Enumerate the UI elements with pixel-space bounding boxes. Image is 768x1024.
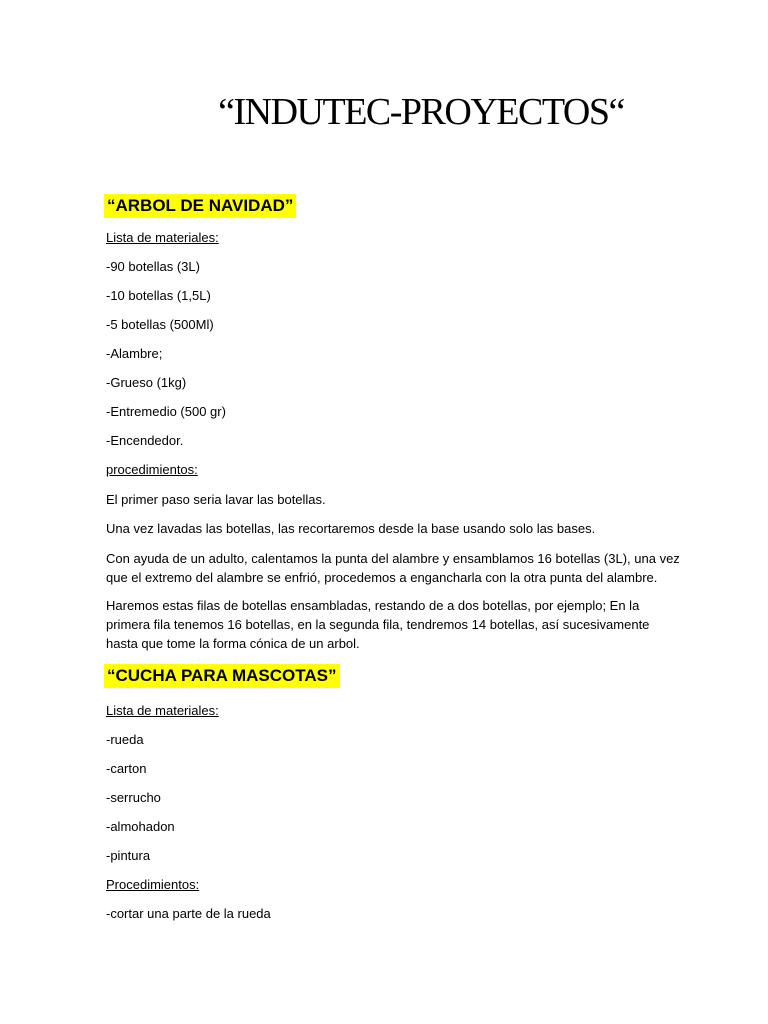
material-item: -carton [106,761,147,776]
paragraph-line: hasta que tome la forma cónica de un arbol. [106,636,360,651]
material-item: -Encendedor. [106,433,184,448]
procedure-label: Procedimientos: [106,877,200,892]
paragraph-line: Una vez lavadas las botellas, las recortaremos desde la base usando solo las bases. [106,521,596,536]
material-item: -rueda [106,732,144,747]
material-item: -serrucho [106,790,161,805]
material-item: -Alambre; [106,346,163,361]
paragraph-line: primera fila tenemos 16 botellas, en la segunda fila, tendremos 14 botellas, así sucesivamente [106,617,650,632]
paragraph-line: que el extremo del alambre se enfrió, procedemos a engancharla con la otra punta del alambre. [106,570,658,585]
material-item: -pintura [106,848,151,863]
procedure-paragraph [106,519,666,538]
paragraph-line: Con ayuda de un adulto, calentamos la punta del alambre y ensamblamos 16 botellas (3L), una vez [106,551,680,566]
procedure-paragraph [106,490,666,509]
paragraph-line: Haremos estas filas de botellas ensambladas, restando de a dos botellas, por ejemplo; En la [106,598,640,613]
material-item: -5 botellas (500Ml) [106,317,214,332]
paragraph-line: El primer paso seria lavar las botellas. [106,492,326,507]
procedure-paragraph [106,596,666,653]
procedure-step: -cortar una parte de la rueda [106,906,271,921]
material-item: -Grueso (1kg) [106,375,187,390]
material-item: -Entremedio (500 gr) [106,404,226,419]
materials-label: Lista de materiales: [106,230,219,245]
material-item: -10 botellas (1,5L) [106,288,211,303]
section-heading-cucha-para-mascotas: “CUCHA PARA MASCOTAS” [104,664,340,688]
procedure-paragraph [106,549,680,587]
procedure-label: procedimientos: [106,462,198,477]
material-item: -90 botellas (3L) [106,259,200,274]
section-heading-arbol-de-navidad: “ARBOL DE NAVIDAD” [104,194,296,218]
material-item: -almohadon [106,819,175,834]
materials-label: Lista de materiales: [106,703,219,718]
document-title: “INDUTEC-PROYECTOS“ [218,91,624,133]
